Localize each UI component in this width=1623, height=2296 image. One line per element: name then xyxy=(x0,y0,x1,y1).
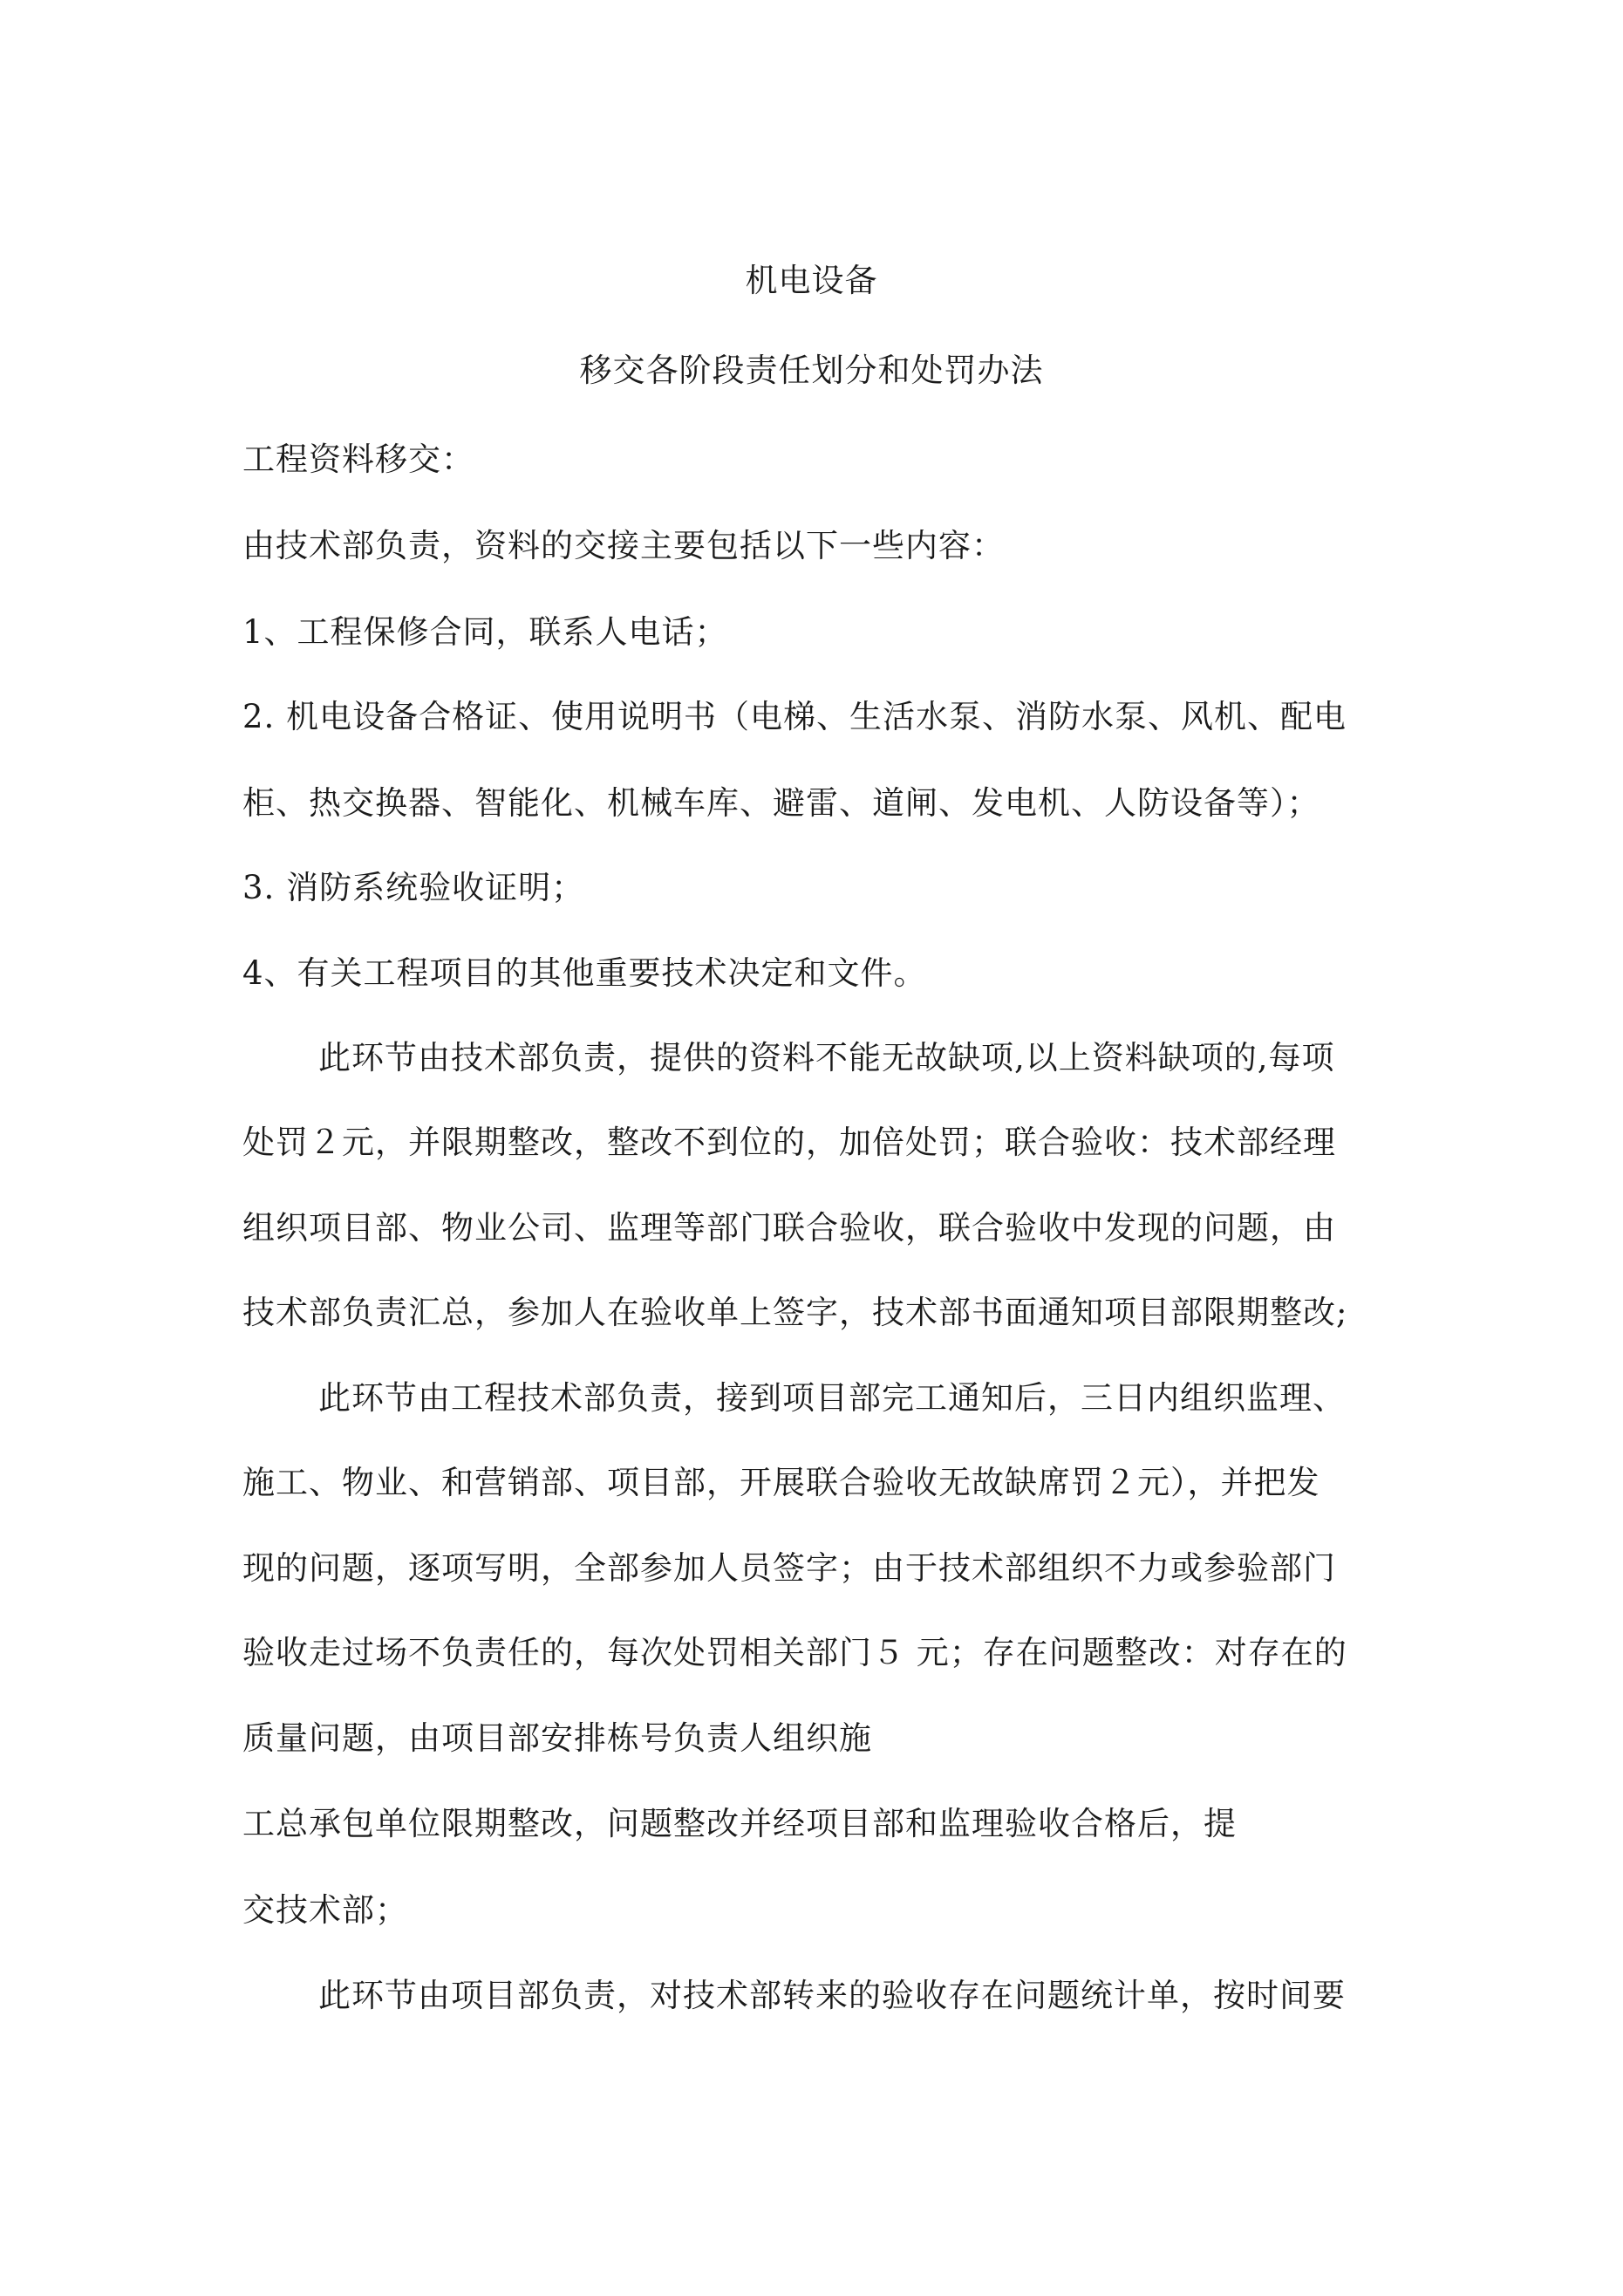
paragraph-line: 交技术部； xyxy=(242,1891,408,1929)
paragraph-line: 质量问题，由项目部安排栋号负责人组织施 xyxy=(242,1719,872,1757)
list-item-continuation: 柜、热交换器、智能化、机械车库、避雷、道闸、发电机、人防设备等）； xyxy=(242,784,1320,822)
paragraph-line: 组织项目部、物业公司、监理等部门联合验收，联合验收中发现的问题，由 xyxy=(242,1209,1336,1247)
document-subtitle: 移交各阶段责任划分和处罚办法 xyxy=(579,352,1044,389)
list-item: 4、有关工程项目的其他重要技术决定和文件。 xyxy=(242,954,927,992)
list-item: 2. 机电设备合格证、使用说明书（电梯、生活水泵、消防水泵、风机、配电 xyxy=(242,698,1347,735)
paragraph-line: 处罚２元，并限期整改，整改不到位的，加倍处罚；联合验收：技术部经理 xyxy=(242,1124,1336,1161)
list-item: 1、工程保修合同，联系人电话； xyxy=(242,613,728,651)
paragraph-line: 现的问题，逐项写明，全部参加人员签字；由于技术部组织不力或参验部门 xyxy=(242,1549,1336,1587)
document-title: 机电设备 xyxy=(745,262,878,299)
paragraph-line: 由技术部负责，资料的交接主要包括以下一些内容： xyxy=(242,527,1005,564)
paragraph-line: 验收走过场不负责任的，每次处罚相关部门５ 元；存在问题整改：对存在的 xyxy=(242,1634,1347,1671)
paragraph-line: 工总承包单位限期整改，问题整改并经项目部和监理验收合格后，提 xyxy=(242,1805,1237,1842)
paragraph-line: 此环节由项目部负责，对技术部转来的验收存在问题统计单，按时间要 xyxy=(318,1977,1346,2014)
paragraph-line: 施工、物业、和营销部、项目部，开展联合验收无故缺席罚２元），并把发 xyxy=(242,1464,1320,1501)
paragraph-line: 此环节由技术部负责，提供的资料不能无故缺项,以上资料缺项的,每项 xyxy=(318,1039,1335,1076)
paragraph-line: 此环节由工程技术部负责，接到项目部完工通知后，三日内组织监理、 xyxy=(318,1379,1346,1417)
section-heading: 工程资料移交： xyxy=(242,441,474,478)
list-item: 3. 消防系统验收证明； xyxy=(242,869,585,906)
paragraph-line: 技术部负责汇总，参加人在验收单上签字，技术部书面通知项目部限期整改; xyxy=(242,1294,1348,1331)
